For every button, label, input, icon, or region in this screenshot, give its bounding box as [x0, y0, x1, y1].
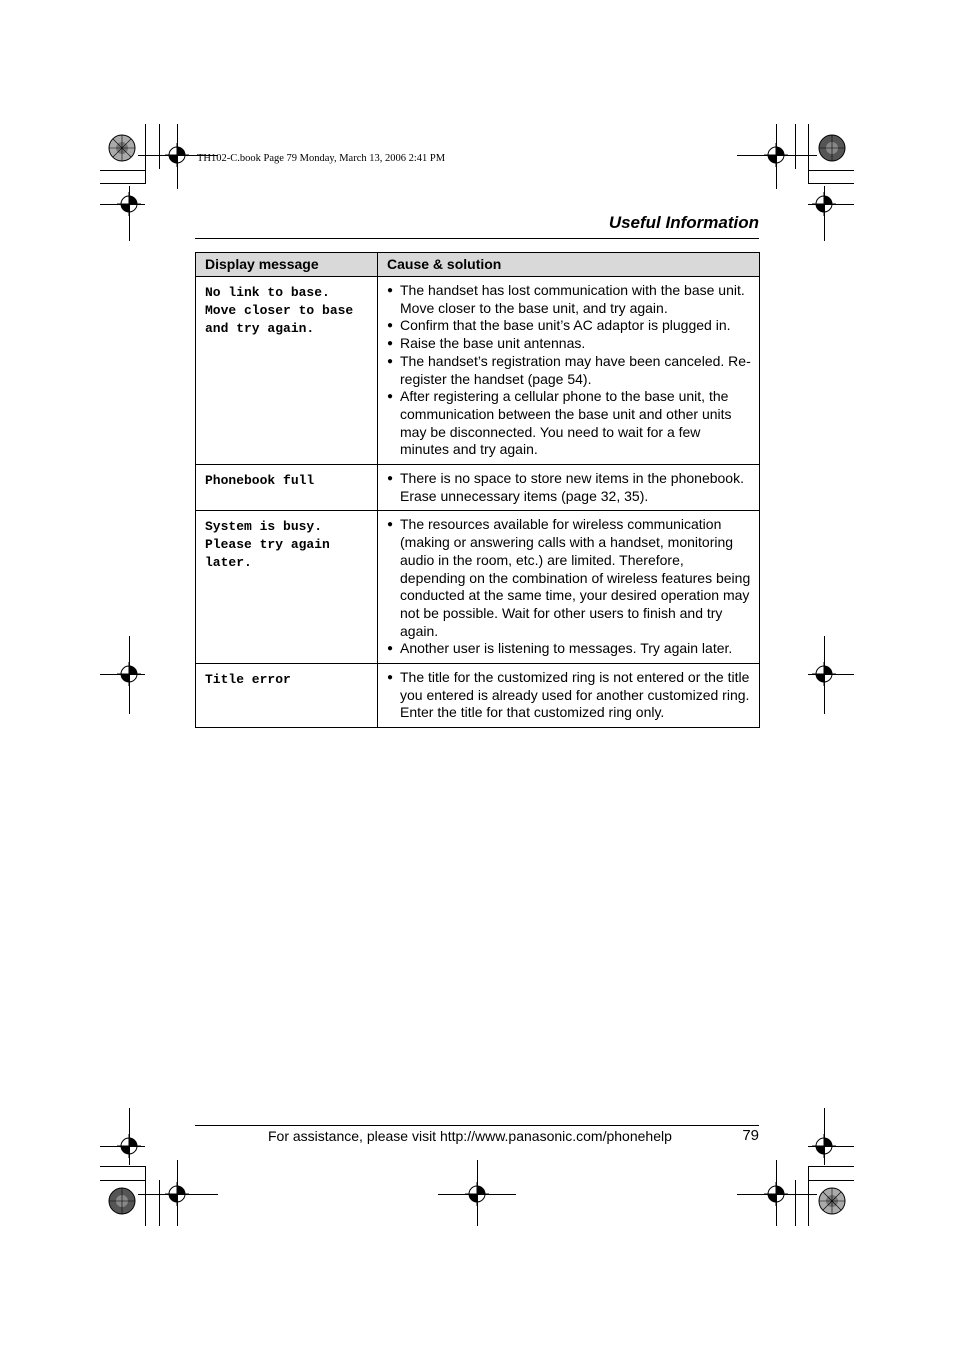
crop-mark — [808, 1166, 854, 1167]
solution-item: ● Confirm that the base unit’s AC adaptor is plugged in. — [387, 317, 751, 335]
crop-mark — [100, 170, 145, 171]
color-disc-icon — [818, 134, 846, 162]
cause-solution-cell — [378, 277, 760, 465]
solution-item: ● There is no space to store new items in the phonebook. Erase unnecessary items (page 32, 35). — [387, 470, 751, 505]
solution-list — [387, 516, 751, 658]
solution-list — [387, 669, 751, 722]
crop-mark — [145, 124, 146, 184]
crop-mark — [100, 183, 145, 184]
column-header-cause-solution: Cause & solution — [378, 253, 760, 277]
crop-mark — [808, 1166, 809, 1226]
registration-mark-icon — [165, 1182, 189, 1206]
crop-mark — [159, 1180, 160, 1226]
display-message-cell: No link to base. Move closer to base and try again. — [196, 277, 378, 465]
display-message-cell: Phonebook full — [196, 465, 378, 511]
solution-list — [387, 282, 751, 459]
solution-item: ● The title for the customized ring is not entered or the title you entered is already used for another customized ring. Enter the title for that customized ring only. — [387, 669, 751, 722]
crop-mark — [159, 124, 160, 169]
footer-assistance-text: For assistance, please visit http://www.panasonic.com/phonehelp — [268, 1128, 672, 1144]
table-row — [196, 664, 760, 728]
solution-list — [387, 470, 751, 505]
crop-mark — [808, 170, 854, 171]
section-title: Useful Information — [608, 213, 759, 232]
crop-mark — [808, 124, 809, 184]
table-header-row — [196, 253, 760, 277]
registration-mark-icon — [117, 192, 141, 216]
color-disc-icon — [108, 1187, 136, 1215]
cause-solution-cell — [378, 664, 760, 728]
solution-item: ● The handset’s registration may have been canceled. Re-register the handset (page 54). — [387, 353, 751, 388]
crop-mark — [808, 183, 854, 184]
solution-item: ● Another user is listening to messages. Try again later. — [387, 640, 751, 658]
cause-solution-cell — [378, 511, 760, 664]
registration-mark-icon — [465, 1182, 489, 1206]
table-row — [196, 277, 760, 465]
cause-solution-cell — [378, 465, 760, 511]
solution-item: ● Raise the base unit antennas. — [387, 335, 751, 353]
registration-mark-icon — [117, 1134, 141, 1158]
display-message-cell: Title error — [196, 664, 378, 728]
crop-mark — [100, 1166, 145, 1167]
registration-mark-icon — [764, 143, 788, 167]
footer-rule — [195, 1125, 759, 1126]
crop-mark — [808, 1180, 854, 1181]
table-row — [196, 511, 760, 664]
header-rule — [195, 238, 759, 239]
book-info: TH102-C.book Page 79 Monday, March 13, 2006 2:41 PM — [197, 153, 446, 164]
color-disc-icon — [108, 134, 136, 162]
crop-mark — [795, 1180, 796, 1226]
registration-mark-icon — [117, 662, 141, 686]
solution-item: ● The handset has lost communication with the base unit. Move closer to the base unit, and try again. — [387, 282, 751, 317]
page-number: 79 — [742, 1127, 759, 1144]
column-header-display-message: Display message — [196, 253, 378, 277]
registration-mark-icon — [812, 192, 836, 216]
display-message-cell: System is busy. Please try again later. — [196, 511, 378, 664]
registration-mark-icon — [812, 1134, 836, 1158]
color-disc-icon — [818, 1187, 846, 1215]
crop-mark — [145, 1166, 146, 1226]
crop-mark — [100, 1180, 145, 1181]
table-body — [196, 277, 760, 728]
troubleshooting-table — [195, 252, 760, 728]
table-row — [196, 465, 760, 511]
registration-mark-icon — [165, 143, 189, 167]
crop-mark — [795, 124, 796, 169]
solution-item: ● The resources available for wireless communication (making or answering calls with a handset, monitoring audio in the room, etc.) are limited. Therefore, depending on the combination of wireless features being conducted at the same time, your desired operation may not be possible. Wait for other users to finish and try again. — [387, 516, 751, 640]
registration-mark-icon — [764, 1182, 788, 1206]
solution-item: ● After registering a cellular phone to the base unit, the communication between the base unit and other units may be disconnected. You need to wait for a few minutes and try again. — [387, 388, 751, 459]
registration-mark-icon — [812, 662, 836, 686]
